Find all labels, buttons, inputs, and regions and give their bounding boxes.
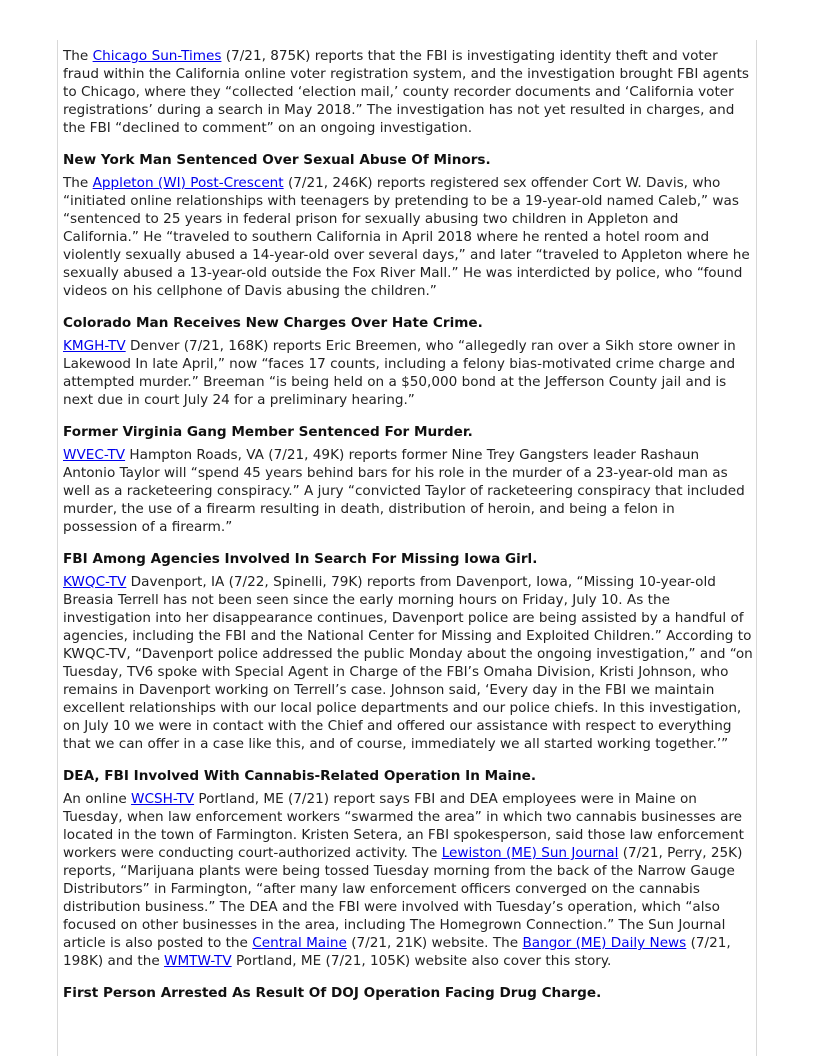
paragraph-text: (7/21, 875K) reports that the FBI is investigating identity theft and voter fraud within the California online voter registration system, and the investigation brought FBI agents to Chicago, where they “collected ‘election mail,’ county recorder documents and ‘California voter registrations’ during a search in May 2018.” The investigation has not yet resulted in charges, and the FBI “declined to comment” on an ongoing investigation.: [63, 48, 750, 136]
article-heading: Former Virginia Gang Member Sentenced For Murder.: [63, 424, 473, 440]
source-link[interactable]: WCSH-TV: [131, 791, 195, 807]
paragraph-text: Denver (7/21, 168K) reports Eric Breemen, who “allegedly ran over a Sikh store owner in Lakewood In late April,” now “faces 17 counts, including a felony bias-motivated crime charge and attempted murder.” Breeman “is being held on a $50,000 bond at the Jefferson County jail and is next due in court July 24 for a preliminary hearing.”: [63, 338, 736, 408]
document-body: [63, 47, 753, 1007]
article-paragraph: [63, 174, 753, 300]
paragraph-text: (7/21, 21K) website. The: [346, 935, 523, 951]
source-link[interactable]: KMGH-TV: [63, 338, 126, 354]
paragraph-text: Davenport, IA (7/22, Spinelli, 79K) reports from Davenport, Iowa, “Missing 10-year-old Breasia Terrell has not been seen since the early morning hours on Friday, July 10. As the investigation into her disappearance continues, Davenport police are being assisted by a handful of agencies, including the FBI and the National Center for Missing and Exploited Children.” According to KWQC-TV, “Davenport police addressed the public Monday about the ongoing investigation,” and “on Tuesday, TV6 spoke with Special Agent in Charge of the FBI’s Omaha Division, Kristi Johnson, who remains in Davenport working on Terrell’s case. Johnson said, ‘Every day in the FBI we maintain excellent relationships with our local police departments and our police chiefs. In this investigation, on July 10 we were in contact with the Chief and offered our assistance with respect to everything that we can offer in a case like this, and of course, immediately we all started working together.’”: [63, 574, 753, 752]
article-heading: DEA, FBI Involved With Cannabis-Related Operation In Maine.: [63, 768, 537, 784]
article-section: [63, 550, 753, 753]
article-heading: FBI Among Agencies Involved In Search For Missing Iowa Girl.: [63, 551, 538, 567]
article-section: [63, 47, 753, 137]
article-section: [63, 984, 753, 1002]
article-heading: New York Man Sentenced Over Sexual Abuse Of Minors.: [63, 152, 491, 168]
paragraph-text: Portland, ME (7/21) report says FBI and DEA employees were in Maine on Tuesday, when law enforcement workers “swarmed the area” in which two cannabis businesses are located in the town of Farmington. Kristen Setera, an FBI spokesperson, said those law enforcement workers were conducting court-authorized activity. The: [63, 791, 744, 861]
article-section: [63, 423, 753, 536]
paragraph-text: (7/21, Perry, 25K) reports, “Marijuana plants were being tossed Tuesday morning from the back of the Narrow Gauge Distributors” in Farmington, “after many law enforcement officers converged on the cannabis distribution business.” The DEA and the FBI were involved with Tuesday’s operation, which “also focused on other businesses in the area, including The Homegrown Connection.” The Sun Journal article is also posted to the: [63, 845, 743, 951]
article-section: [63, 767, 753, 970]
article-paragraph: [63, 337, 753, 409]
paragraph-text: (7/21, 198K) and the: [63, 935, 731, 969]
source-link[interactable]: KWQC-TV: [63, 574, 127, 590]
source-link[interactable]: Bangor (ME) Daily News: [522, 935, 687, 951]
article-heading: First Person Arrested As Result Of DOJ Operation Facing Drug Charge.: [63, 985, 602, 1001]
source-link[interactable]: Central Maine: [252, 935, 347, 951]
source-link[interactable]: Lewiston (ME) Sun Journal: [441, 845, 619, 861]
article-paragraph: [63, 573, 753, 753]
paragraph-text: An online: [63, 791, 132, 807]
paragraph-text: The: [63, 48, 93, 64]
source-link[interactable]: WMTW-TV: [164, 953, 232, 969]
paragraph-text: Hampton Roads, VA (7/21, 49K) reports former Nine Trey Gangsters leader Rashaun Antonio Taylor will “spend 45 years behind bars for his role in the murder of a 23-year-old man as well as a racketeering conspiracy.” A jury “convicted Taylor of racketeering conspiracy that included murder, the use of a firearm resulting in death, distribution of heroin, and being a felon in possession of a firearm.”: [63, 447, 745, 535]
paragraph-text: (7/21, 246K) reports registered sex offender Cort W. Davis, who “initiated online relationships with teenagers by pretending to be a 19-year-old named Caleb,” was “sentenced to 25 years in federal prison for sexually abusing two children in Appleton and California.” He “traveled to southern California in April 2018 where he rented a hotel room and violently sexually abused a 14-year-old over several days,” and later “traveled to Appleton where he sexually abused a 13-year-old outside the Fox River Mall.” He was interdicted by police, who “found videos on his cellphone of Davis abusing the children.”: [63, 175, 750, 299]
article-section: [63, 151, 753, 300]
article-section: [63, 314, 753, 409]
source-link[interactable]: WVEC-TV: [63, 447, 126, 463]
source-link[interactable]: Chicago Sun-Times: [92, 48, 222, 64]
paragraph-text: Portland, ME (7/21, 105K) website also cover this story.: [231, 953, 612, 969]
article-paragraph: [63, 47, 753, 137]
source-link[interactable]: Appleton (WI) Post-Crescent: [92, 175, 284, 191]
article-paragraph: [63, 446, 753, 536]
article-heading: Colorado Man Receives New Charges Over Hate Crime.: [63, 315, 483, 331]
paragraph-text: The: [63, 175, 93, 191]
article-paragraph: [63, 790, 753, 970]
